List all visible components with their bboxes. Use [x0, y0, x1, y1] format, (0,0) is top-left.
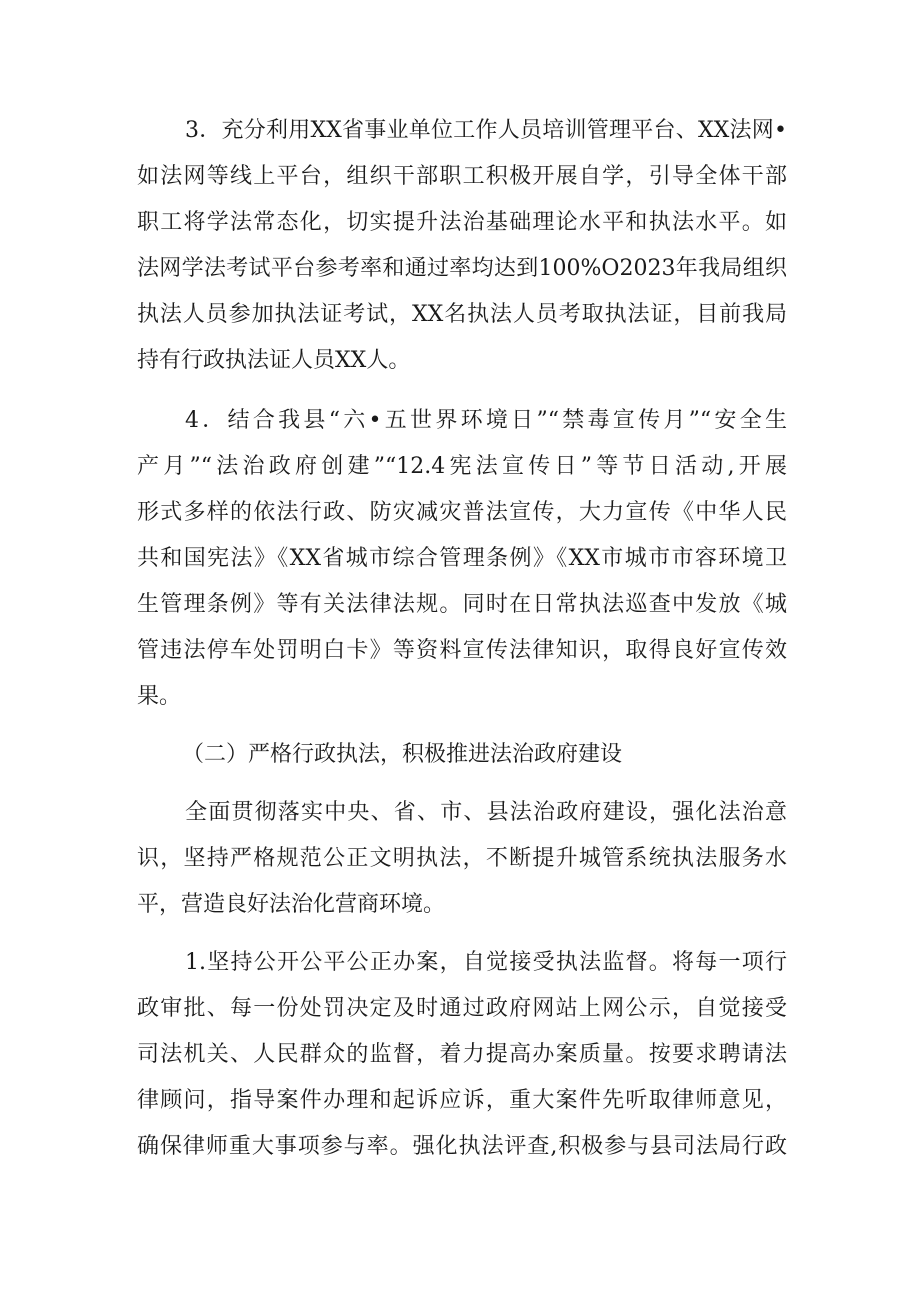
paragraph-1-line-1: 1.坚持公开公平公正办案，自觉接受执法监督。将每一项行: [185, 950, 787, 975]
paragraph-3-line-6: 持有行政执法证人员XX人。: [137, 348, 411, 373]
paragraph-1-line-5: 确保律师重大事项参与率。强化执法评查,积极参与县司法局行政: [137, 1134, 787, 1159]
section-heading: （二）严格行政执法，积极推进法治政府建设: [182, 742, 623, 767]
paragraph-4-line-7: 果。: [137, 684, 182, 709]
paragraph-4-line-5: 生管理条例》等有关法律法规。同时在日常执法巡查中发放《城: [137, 592, 787, 617]
paragraph-4-line-4: 共和国宪法》《XX省城市综合管理条例》《XX市城市市容环境卫: [137, 546, 787, 571]
paragraph-4-line-1: 4．结合我县“六•五世界环境日”“禁毒宣传月”“安全生: [185, 408, 787, 433]
paragraph-1-line-4: 律顾问，指导案件办理和起诉应诉，重大案件先听取律师意见，: [137, 1088, 787, 1113]
paragraph-1-line-3: 司法机关、人民群众的监督，着力提高办案质量。按要求聘请法: [137, 1042, 787, 1067]
paragraph-4-line-6: 管违法停车处罚明白卡》等资料宣传法律知识，取得良好宣传效: [137, 638, 787, 663]
paragraph-intro-line-1: 全面贯彻落实中央、省、市、县法治政府建设，强化法治意: [185, 800, 787, 825]
paragraph-1-line-2: 政审批、每一份处罚决定及时通过政府网站上网公示，自觉接受: [137, 996, 787, 1021]
paragraph-3-line-1: 3．充分利用XX省事业单位工作人员培训管理平台、XX法网•: [185, 118, 787, 143]
paragraph-intro-line-2: 识，坚持严格规范公正文明执法，不断提升城管系统执法服务水: [137, 846, 787, 871]
paragraph-3-line-2: 如法网等线上平台，组织干部职工积极开展自学，引导全体干部: [137, 164, 787, 189]
paragraph-3-line-3: 职工将学法常态化，切实提升法治基础理论水平和执法水平。如: [137, 210, 787, 235]
paragraph-3-line-4: 法网学法考试平台参考率和通过率均达到100%O2023年我局组织: [137, 256, 787, 281]
paragraph-3-line-5: 执法人员参加执法证考试，XX名执法人员考取执法证，目前我局: [137, 302, 787, 327]
paragraph-intro-line-3: 平，营造良好法治化营商环境。: [137, 892, 446, 917]
paragraph-4-line-3: 形式多样的依法行政、防灾减灾普法宣传，大力宣传《中华人民: [137, 500, 787, 525]
paragraph-4-line-2: 产月”“法治政府创建”“12.4宪法宣传日”等节日活动,开展: [137, 454, 787, 479]
